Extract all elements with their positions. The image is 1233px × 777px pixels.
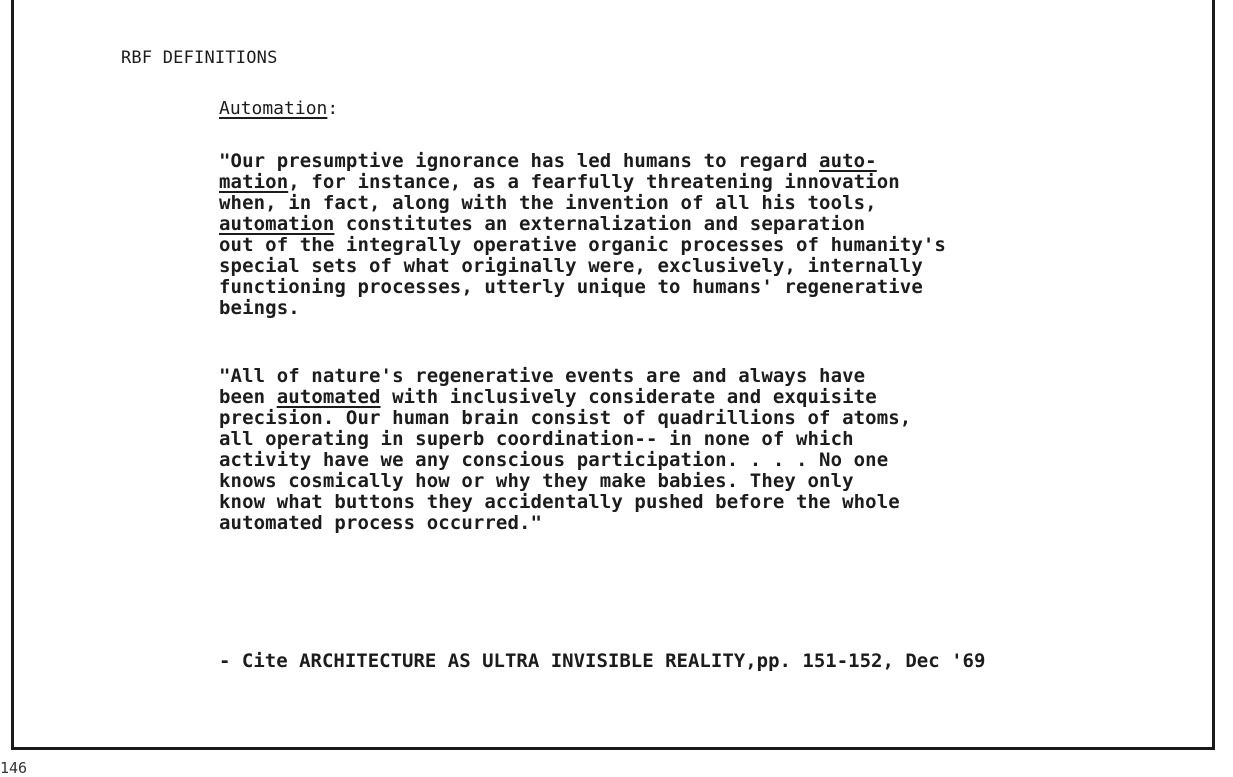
quote-line: knows cosmically how or why they make babies. They only — [219, 470, 854, 492]
card-header: RBF DEFINITIONS — [121, 48, 278, 68]
quote-line: precision. Our human brain consist of quadrillions of atoms, — [219, 407, 912, 429]
quote-line: when, in fact, along with the invention of all his tools, — [219, 192, 877, 214]
quote-paragraph-1 — [219, 151, 946, 319]
underlined-word: auto- — [819, 150, 877, 172]
quote-line: activity have we any conscious participation. . . . No one — [219, 449, 889, 471]
page-number: 146 — [0, 759, 28, 777]
underlined-word: mation — [219, 171, 289, 193]
quote-text: been — [219, 386, 277, 408]
definition-card — [11, 0, 1215, 750]
citation: - Cite ARCHITECTURE AS ULTRA INVISIBLE REALITY,pp. 151-152, Dec '69 — [219, 650, 986, 672]
quote-paragraph-2 — [219, 366, 911, 534]
quote-line — [219, 387, 911, 408]
quote-text: constitutes an externalization and separation — [334, 213, 866, 235]
quote-line: out of the integrally operative organic processes of humanity's — [219, 234, 946, 256]
term-heading — [219, 98, 338, 119]
quote-line — [219, 214, 946, 235]
underlined-word: automated — [276, 386, 381, 408]
quote-line: beings. — [219, 297, 300, 319]
quote-line: "All of nature's regenerative events are and always have — [219, 365, 866, 387]
term-label: Automation — [219, 98, 328, 119]
quote-text: with inclusively considerate and exquisite — [380, 386, 877, 408]
quote-text: , for instance, as a fearfully threatening innovation — [288, 171, 900, 193]
quote-line: all operating in superb coordination-- in none of which — [219, 428, 854, 450]
quote-line: automated process occurred." — [219, 512, 543, 534]
term-colon: : — [327, 98, 339, 119]
quote-line: functioning processes, utterly unique to humans' regenerative — [219, 276, 923, 298]
quote-line: know what buttons they accidentally pushed before the whole — [219, 491, 900, 513]
underlined-word: automation — [219, 213, 335, 235]
quote-line — [219, 151, 946, 172]
quote-line: special sets of what originally were, exclusively, internally — [219, 255, 923, 277]
quote-text: "Our presumptive ignorance has led humans to regard — [219, 150, 820, 172]
quote-line — [219, 172, 946, 193]
